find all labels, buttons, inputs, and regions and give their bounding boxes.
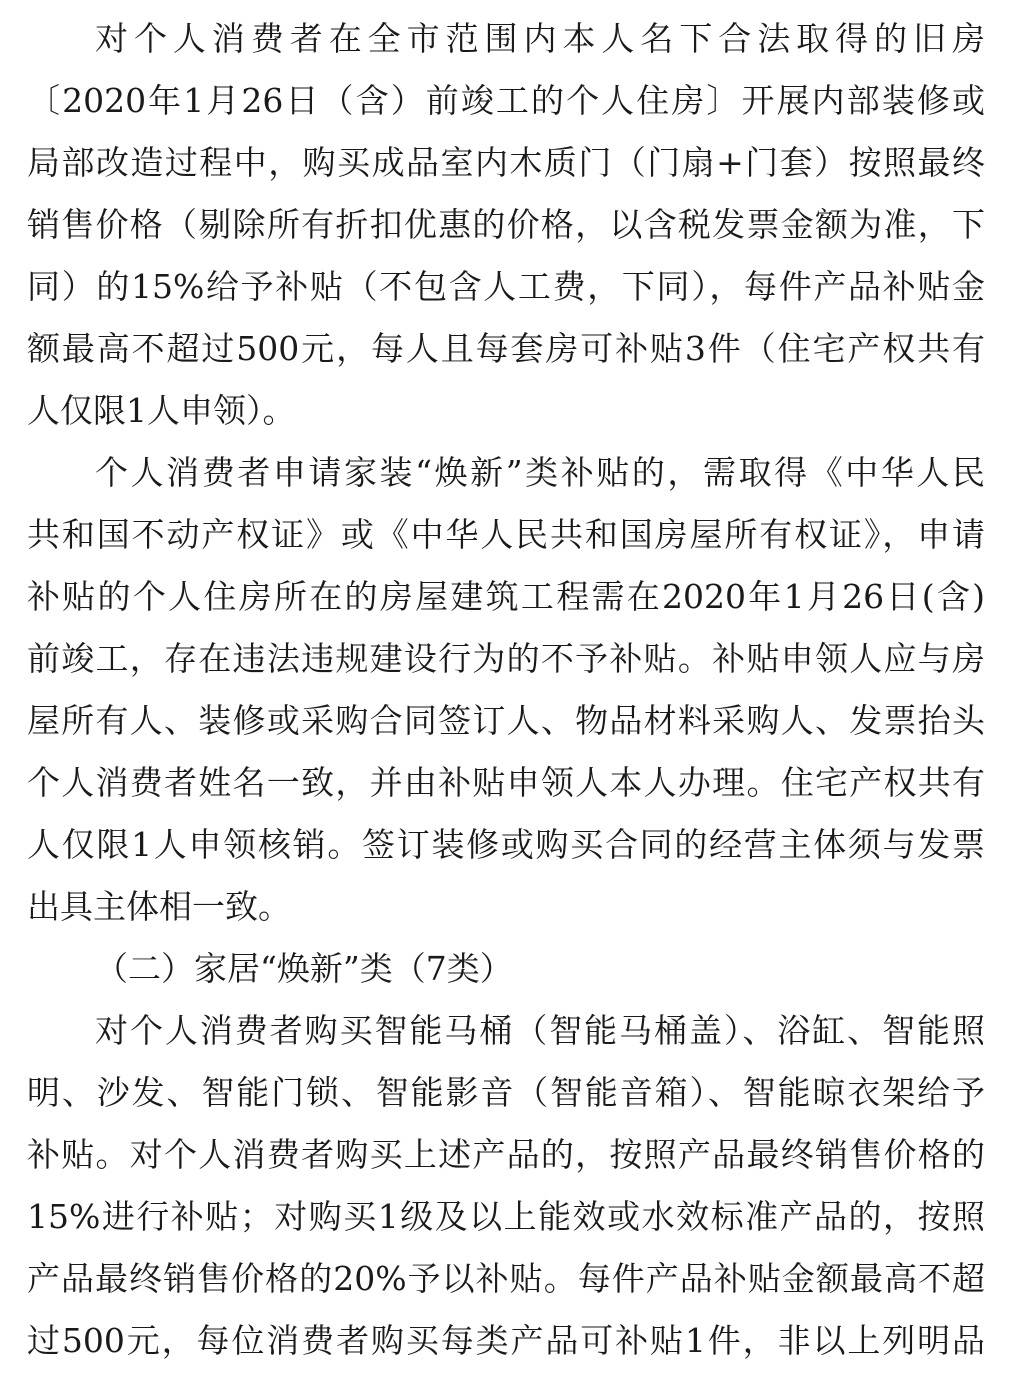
paragraph-3-line-1: 对个人消费者购买智能马桶（智能马桶盖）、浴缸、智能照 [95, 1011, 985, 1050]
paragraph-1-line-3: 局部改造过程中，购买成品室内木质门（门扇+门套）按照最终 [27, 143, 985, 182]
paragraph-2-line-1: 个人消费者申请家装“焕新”类补贴的，需取得《中华人民 [95, 453, 985, 492]
section-heading: （二）家居“焕新”类（7类） [95, 949, 513, 988]
paragraph-2-line-2: 共和国不动产权证》或《中华人民共和国房屋所有权证》，申请 [27, 515, 985, 554]
paragraph-1-line-5: 同）的15%给予补贴（不包含人工费，下同），每件产品补贴金 [27, 267, 985, 306]
paragraph-2-line-5: 屋所有人、装修或采购合同签订人、物品材料采购人、发票抬头 [27, 701, 985, 740]
paragraph-2-line-7: 人仅限1人申领核销。签订装修或购买合同的经营主体须与发票 [27, 825, 985, 864]
paragraph-3-line-3: 补贴。对个人消费者购买上述产品的，按照产品最终销售价格的 [27, 1135, 985, 1174]
paragraph-2-line-6: 个人消费者姓名一致，并由补贴申领人本人办理。住宅产权共有 [27, 763, 985, 802]
paragraph-1-line-7: 人仅限1人申领）。 [27, 391, 296, 430]
paragraph-2-line-8: 出具主体相一致。 [27, 887, 291, 926]
paragraph-3-line-5: 产品最终销售价格的20%予以补贴。每件产品补贴金额最高不超 [27, 1259, 985, 1298]
paragraph-3-line-4: 15%进行补贴；对购买1级及以上能效或水效标准产品的，按照 [27, 1197, 985, 1236]
paragraph-1-line-2: 〔2020年1月26日（含）前竣工的个人住房〕开展内部装修或 [27, 81, 985, 120]
paragraph-2-line-4: 前竣工，存在违法违规建设行为的不予补贴。补贴申领人应与房 [27, 639, 985, 678]
paragraph-1-line-1: 对个人消费者在全市范围内本人名下合法取得的旧房 [95, 19, 985, 58]
paragraph-3-line-2: 明、沙发、智能门锁、智能影音（智能音箱）、智能晾衣架给予 [27, 1073, 985, 1112]
paragraph-1-line-6: 额最高不超过500元，每人且每套房可补贴3件（住宅产权共有 [27, 329, 985, 368]
paragraph-1-line-4: 销售价格（剔除所有折扣优惠的价格，以含税发票金额为准，下 [27, 205, 985, 244]
paragraph-3-line-6: 过500元，每位消费者购买每类产品可补贴1件，非以上列明品 [27, 1321, 985, 1360]
paragraph-2-line-3: 补贴的个人住房所在的房屋建筑工程需在2020年1月26日(含) [27, 577, 985, 616]
